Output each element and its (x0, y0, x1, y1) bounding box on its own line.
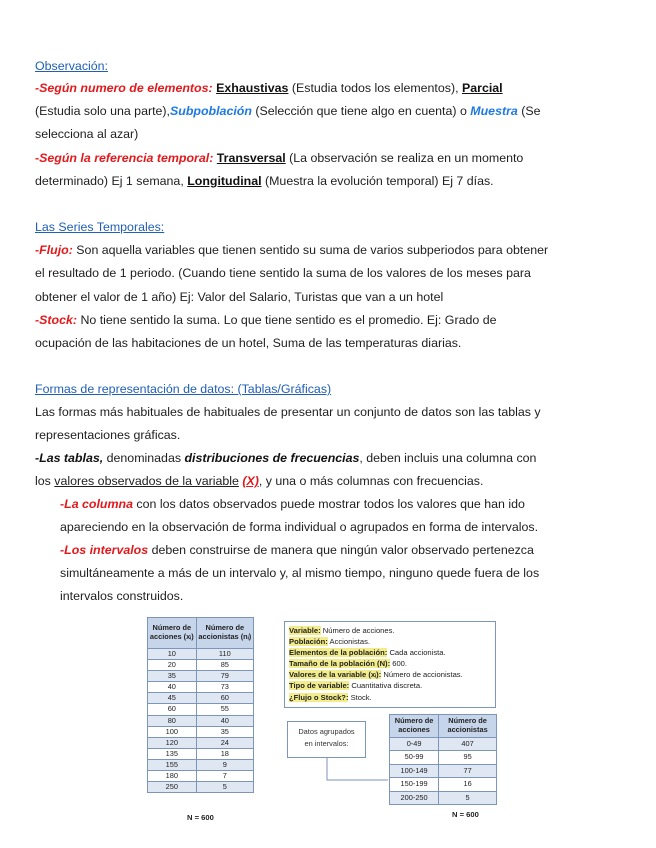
table-row (148, 649, 254, 660)
text-line: simultáneamente a más de un intervalo y, al mismo tiempo, ninguno quede fuera de los (60, 566, 540, 580)
table-cell: 180 (148, 771, 197, 782)
text-line: -Según numero de elementos: Exhaustivas (Estudia todos los elementos), Parcial (35, 81, 503, 95)
table-cell: 79 (196, 671, 253, 682)
table-cell: 50-99 (390, 751, 439, 764)
table-row (148, 704, 254, 715)
text-line: -Stock: No tiene sentido la suma. Lo que tiene sentido es el promedio. Ej: Grado de (35, 313, 497, 327)
text-line: -Los intervalos deben construirse de manera que ningún valor observado pertenezca (60, 543, 534, 557)
table-cell: 155 (148, 759, 197, 770)
table-cell: 60 (148, 704, 197, 715)
table-cell: 20 (148, 660, 197, 671)
table-row (148, 782, 254, 793)
table-row (390, 791, 497, 804)
table-row (148, 748, 254, 759)
table-row (148, 660, 254, 671)
table-total: N = 600 (187, 813, 214, 822)
table-cell: 55 (196, 704, 253, 715)
info-key: Elementos de la población: (289, 648, 388, 658)
info-key: Variable: (289, 626, 321, 635)
table-cell: 40 (148, 682, 197, 693)
info-value: Stock. (348, 692, 372, 702)
table-row (148, 759, 254, 770)
text-line: apareciendo en la observación de forma individual o agrupados en forma de intervalos. (60, 520, 539, 534)
table-body (148, 649, 254, 793)
table-cell: 35 (148, 671, 197, 682)
table-cell: 250 (148, 782, 197, 793)
table-cell: 407 (439, 738, 497, 751)
table-cell: 100 (148, 726, 197, 737)
table-cell: 9 (196, 759, 253, 770)
table-cell: 7 (196, 771, 253, 782)
table-row (148, 682, 254, 693)
table-cell: 120 (148, 737, 197, 748)
table-cell: 0-49 (390, 738, 439, 751)
table-header: Número de acciones (390, 715, 439, 738)
info-row (289, 669, 491, 680)
table-cell: 135 (148, 748, 197, 759)
text-line: intervalos construidos. (60, 589, 184, 603)
table-row (148, 715, 254, 726)
callout-connector (326, 757, 389, 781)
grouped-data-callout: Datos agrupados en intervalos: (287, 721, 366, 758)
table-cell: 5 (439, 791, 497, 804)
table-row (148, 671, 254, 682)
table-cell: 18 (196, 748, 253, 759)
info-row (289, 692, 491, 703)
table-row (390, 751, 497, 764)
table-cell: 40 (196, 715, 253, 726)
table-cell: 10 (148, 649, 197, 660)
info-key: Tipo de variable: (289, 681, 350, 691)
interval-frequency-table (389, 714, 497, 805)
text-line: el resultado de 1 periodo. (Cuando tiene sentido la suma de los valores de los meses para (35, 266, 531, 280)
table-row (148, 737, 254, 748)
section-heading-observacion: Observación: (35, 59, 109, 73)
info-row (289, 636, 491, 647)
table-row (390, 778, 497, 791)
table-cell: 45 (148, 693, 197, 704)
table-cell: 35 (196, 726, 253, 737)
info-key: Valores de la variable (xᵢ): (289, 670, 382, 680)
table-header: Número de accionistas (nᵢ) (196, 618, 253, 649)
info-key: Tamaño de la población (N): (289, 659, 391, 669)
table-row (148, 693, 254, 704)
table-cell: 73 (196, 682, 253, 693)
info-value: Número de accionistas. (381, 670, 463, 680)
table-cell: 200-250 (390, 791, 439, 804)
table-body (390, 738, 497, 805)
table-row (390, 738, 497, 751)
text-line: los valores observados de la variable (X), y una o más columnas con frecuencias. (35, 474, 484, 488)
table-row (148, 726, 254, 737)
table-total: N = 600 (452, 810, 479, 819)
table-cell: 85 (196, 660, 253, 671)
text-line: ocupación de las habitaciones de un hotel, Suma de las temperaturas diarias. (35, 336, 462, 350)
text-line: obtener el valor de 1 año) Ej: Valor del Salario, Turistas que van a un hotel (35, 290, 444, 304)
text-line: -Flujo: Son aquella variables que tienen sentido su suma de varios subperiodos para obtener (35, 243, 549, 257)
table-header: Número de acciones (xᵢ) (148, 618, 197, 649)
info-row (289, 658, 491, 669)
info-row (289, 680, 491, 691)
info-value: Cada accionista. (387, 648, 446, 658)
text-line: (Estudia solo una parte),Subpoblación (Selección que tiene algo en cuenta) o Muestra (Se (35, 104, 541, 118)
table-cell: 5 (196, 782, 253, 793)
info-row (289, 647, 491, 658)
variable-info-box (284, 621, 496, 708)
table-cell: 16 (439, 778, 497, 791)
info-key: Población: (289, 637, 328, 647)
text-line: -Las tablas, denominadas distribuciones de frecuencias, deben incluis una columna con (35, 451, 537, 465)
text-line: -La columna con los datos observados puede mostrar todos los valores que han ido (60, 497, 525, 511)
table-cell: 95 (439, 751, 497, 764)
table-cell: 24 (196, 737, 253, 748)
info-value: Accionistas. (327, 637, 371, 647)
info-row (289, 625, 491, 636)
text-line: selecciona al azar) (35, 127, 139, 141)
table-cell: 77 (439, 764, 497, 777)
table-cell: 80 (148, 715, 197, 726)
info-value: Número de acciones. (320, 626, 395, 635)
info-key: ¿Flujo o Stock?: (289, 692, 349, 702)
table-header: Número de accionistas (439, 715, 497, 738)
table-row (148, 771, 254, 782)
info-value: 600. (390, 659, 408, 669)
frequency-table (147, 617, 254, 793)
section-heading-formas: Formas de representación de datos: (Tablas/Gráficas) (35, 382, 332, 396)
table-cell: 110 (196, 649, 253, 660)
table-cell: 100-149 (390, 764, 439, 777)
info-value: Cuantitativa discreta. (349, 681, 423, 691)
text-line: representaciones gráficas. (35, 428, 181, 442)
table-cell: 150-199 (390, 778, 439, 791)
table-cell: 60 (196, 693, 253, 704)
text-line: Las formas más habituales de habituales de presentar un conjunto de datos son las tablas y (35, 405, 541, 419)
text-line: -Según la referencia temporal: Transversal (La observación se realiza en un momento (35, 151, 524, 165)
section-heading-series: Las Series Temporales: (35, 220, 165, 234)
table-row (390, 764, 497, 777)
text-line: determinado) Ej 1 semana, Longitudinal (Muestra la evolución temporal) Ej 7 días. (35, 174, 494, 188)
